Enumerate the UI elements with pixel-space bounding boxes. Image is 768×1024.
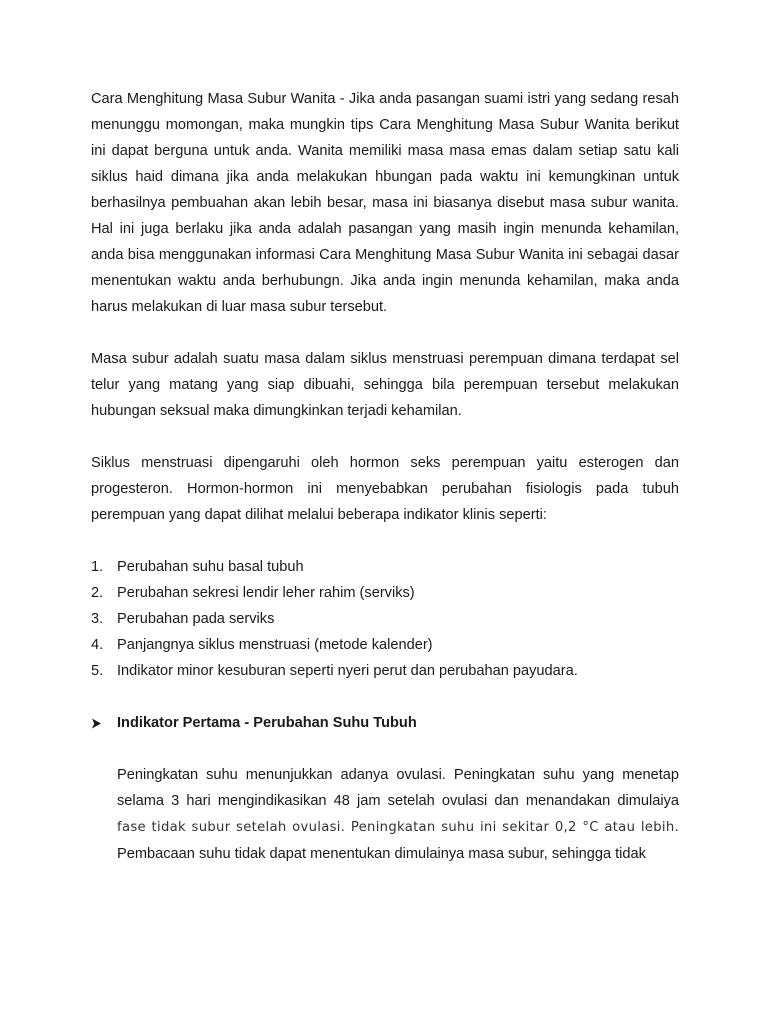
definition-paragraph: Masa subur adalah suatu masa dalam siklus menstruasi perempuan dimana terdapat sel telur yang matang yang siap dibuahi, sehingga bila perempuan tersebut melakukan hubungan seksual maka dimungkinkan terjadi kehamilan. — [91, 351, 679, 419]
list-item — [91, 554, 679, 580]
intro-paragraph: Cara Menghitung Masa Subur Wanita - Jika anda pasangan suami istri yang sedang resah menunggu momongan, maka mungkin tips Cara Menghitung Masa Subur Wanita berikut ini dapat berguna untuk anda. Wanita memiliki masa masa emas dalam setiap satu kali siklus haid dimana jika anda melakukan hbungan pada waktu ini kemungkinan untuk berhasilnya pembuahan akan lebih besar, masa ini biasanya disebut masa subur wanita. Hal ini juga berlaku jika anda adalah pasangan yang masih ingin menunda kehamilan, anda bisa menggunakan informasi Cara Menghitung Masa Subur Wanita ini sebagai dasar menentukan waktu anda berhubungn. Jika anda ingin menunda kehamilan, maka anda harus melakukan di luar masa subur tersebut. — [91, 91, 679, 315]
section-body — [117, 762, 679, 867]
section-body-part1: Peningkatan suhu menunjukkan adanya ovulasi. Peningkatan suhu yang menetap selama 3 hari mengindikasikan 48 jam setelah ovulasi dan menandakan dimulaiya — [117, 767, 679, 809]
list-item-text: Perubahan sekresi lendir leher rahim (serviks) — [117, 585, 415, 601]
list-item-text: Panjangnya siklus menstruasi (metode kalender) — [117, 637, 433, 653]
list-item-number: 1. — [91, 559, 104, 575]
list-item — [91, 580, 679, 606]
indicator-list — [91, 554, 679, 684]
list-item-number: 2. — [91, 585, 104, 601]
list-item — [91, 632, 679, 658]
list-item-number: 5. — [91, 663, 104, 679]
section-body-part3: Pembacaan suhu tidak dapat menentukan dimulainya masa subur, sehingga tidak — [117, 846, 646, 862]
hormone-paragraph: Siklus menstruasi dipengaruhi oleh hormon seks perempuan yaitu esterogen dan progesteron. Hormon-hormon ini menyebabkan perubahan fisiologis pada tubuh perempuan yang dapat dilihat melalui beberapa indikator klinis seperti: — [91, 455, 679, 523]
list-item — [91, 658, 679, 684]
list-item-text: Perubahan suhu basal tubuh — [117, 559, 304, 575]
arrow-right-icon — [91, 718, 117, 729]
document-page — [91, 86, 679, 893]
list-item-number: 3. — [91, 611, 104, 627]
section-body-part2: fase tidak subur setelah ovulasi. Peningkatan suhu ini sekitar 0,2 °C atau lebih. — [117, 820, 679, 835]
section-heading-text: Indikator Pertama - Perubahan Suhu Tubuh — [117, 715, 417, 731]
list-item-text: Perubahan pada serviks — [117, 611, 275, 627]
list-item-text: Indikator minor kesuburan seperti nyeri perut dan perubahan payudara. — [117, 663, 578, 679]
list-item — [91, 606, 679, 632]
list-item-number: 4. — [91, 637, 104, 653]
section-heading — [91, 710, 679, 736]
